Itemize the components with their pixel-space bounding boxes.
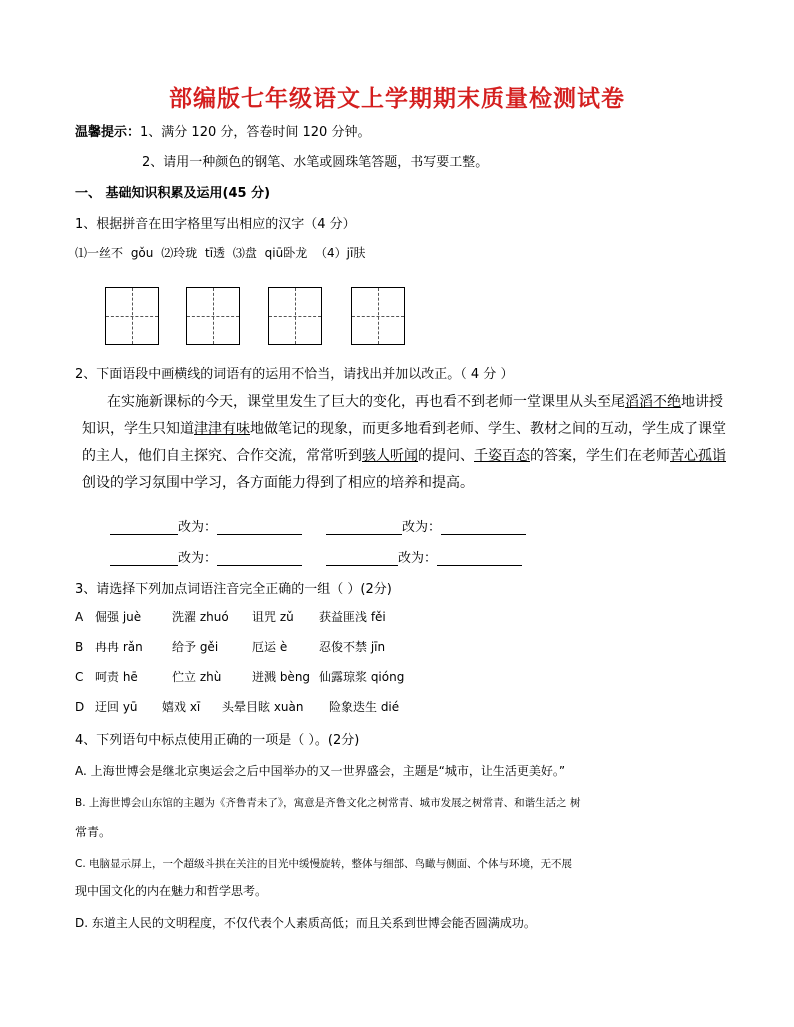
option-word: 伫立 zhù bbox=[172, 670, 222, 684]
change-label: 改为： bbox=[178, 551, 218, 566]
answer-blank[interactable] bbox=[110, 520, 178, 535]
q4-option-b-line-1: B. 上海世博会山东馆的主题为《齐鲁青未了》，寓意是齐鲁文化之树常青、城市发展之树常青、和谐生活之 树 bbox=[75, 797, 581, 809]
q4-option-b-line-2: 常青。 bbox=[75, 825, 112, 839]
option-word: 头晕目眩 xuàn bbox=[222, 700, 304, 714]
q4-option-c-line-2: 现中国文化的内在魅力和哲学思考。 bbox=[75, 884, 268, 898]
option-letter: D bbox=[75, 700, 85, 714]
q4-stem: 4、下列语句中标点使用正确的一项是（ ）。(2分) bbox=[75, 733, 360, 748]
change-label: 改为： bbox=[398, 551, 438, 566]
q4-option-c-line-1: C. 电脑显示屏上，一个超级斗拱在关注的目光中缓慢旋转，整体与细部、鸟瞰与侧面、个体与环境，无不展 bbox=[75, 858, 573, 870]
tips-text-1: 1、满分 120 分，答卷时间 120 分钟。 bbox=[140, 125, 371, 140]
q2-text: 地做笔记的现象，而更多地看到老师、学生、教材之间的互动，学生成了课堂 bbox=[250, 421, 726, 437]
option-word: 厄运 è bbox=[252, 640, 288, 654]
correction-row-1 bbox=[110, 516, 526, 535]
section-heading: 一、 基础知识积累及运用(45 分) bbox=[75, 186, 271, 201]
option-word: 迸溅 bèng bbox=[252, 670, 311, 684]
q2-text: 地讲授 bbox=[681, 394, 723, 410]
page-title: 部编版七年级语文上学期期末质量检测试卷 bbox=[169, 85, 625, 112]
writing-grid-3[interactable] bbox=[268, 287, 322, 345]
answer-blank[interactable] bbox=[110, 551, 178, 566]
underlined-phrase-5: 苦心孤诣 bbox=[670, 448, 726, 464]
q2-paragraph-line-1 bbox=[107, 389, 723, 416]
tips-label: 温馨提示： bbox=[75, 125, 141, 140]
option-word: 洗濯 zhuó bbox=[172, 610, 229, 624]
answer-blank[interactable] bbox=[326, 520, 402, 535]
option-letter: B bbox=[75, 640, 84, 654]
option-word: 险象迭生 dié bbox=[329, 700, 400, 714]
answer-blank[interactable] bbox=[217, 551, 302, 566]
q1-stem: 1、根据拼音在田字格里写出相应的汉字（4 分） bbox=[75, 217, 356, 232]
q3-option-a bbox=[75, 608, 386, 625]
underlined-phrase-2: 津津有味 bbox=[194, 421, 250, 437]
option-letter: A bbox=[75, 610, 84, 624]
writing-grid-1[interactable] bbox=[105, 287, 159, 345]
q4-option-a: A. 上海世博会是继北京奥运会之后中国举办的又一世界盛会，主题是“城市，让生活更美好。” bbox=[75, 764, 566, 778]
option-word: 嬉戏 xī bbox=[162, 700, 201, 714]
option-word: 冉冉 rǎn bbox=[95, 640, 143, 654]
writing-grid-2[interactable] bbox=[186, 287, 240, 345]
option-word: 呵责 hē bbox=[95, 670, 138, 684]
change-label: 改为： bbox=[178, 520, 218, 535]
option-word: 迂回 yū bbox=[95, 700, 138, 714]
tips-text-2: 2、请用一种颜色的钢笔、水笔或圆珠笔答题，书写要工整。 bbox=[142, 155, 489, 170]
q2-text: 的提问、 bbox=[418, 448, 474, 464]
q2-paragraph-line-4: 创设的学习氛围中学习，各方面能力得到了相应的培养和提高。 bbox=[82, 475, 474, 491]
q3-option-b bbox=[75, 638, 385, 655]
option-word: 忍俊不禁 jīn bbox=[319, 640, 386, 654]
underlined-phrase-4: 千姿百态 bbox=[474, 448, 530, 464]
q1-items: ⑴一丝不 gǒu ⑵玲珑 tī透 ⑶盘 qiū卧龙 （4）jī肤 bbox=[75, 246, 366, 260]
q2-text: 在实施新课标的今天，课堂里发生了巨大的变化，再也看不到老师一堂课里从头至尾 bbox=[107, 394, 625, 410]
tips-line-1 bbox=[75, 121, 370, 140]
underlined-phrase-3: 骇人听闻 bbox=[362, 448, 418, 464]
option-word: 诅咒 zǔ bbox=[252, 610, 294, 624]
underlined-phrase-1: 滔滔不绝 bbox=[625, 394, 681, 410]
q3-stem: 3、请选择下列加点词语注音完全正确的一组（ ）(2分) bbox=[75, 582, 392, 597]
q2-paragraph-line-2 bbox=[82, 416, 726, 443]
q2-stem: 2、下面语段中画横线的词语有的运用不恰当，请找出并加以改正。（ 4 分 ） bbox=[75, 367, 514, 382]
answer-blank[interactable] bbox=[437, 551, 522, 566]
q2-paragraph-line-3 bbox=[82, 443, 726, 470]
option-word: 倔强 juè bbox=[95, 610, 142, 624]
correction-row-2 bbox=[110, 547, 522, 566]
answer-blank[interactable] bbox=[217, 520, 302, 535]
option-word: 获益匪浅 fěi bbox=[319, 610, 386, 624]
option-letter: C bbox=[75, 670, 84, 684]
q4-option-d: D. 东道主人民的文明程度，不仅代表个人素质高低；而且关系到世博会能否圆满成功。 bbox=[75, 916, 536, 930]
answer-blank[interactable] bbox=[326, 551, 398, 566]
option-word: 仙露琼浆 qióng bbox=[319, 670, 405, 684]
answer-blank[interactable] bbox=[441, 520, 526, 535]
q3-option-d bbox=[75, 698, 399, 715]
q2-text: 的主人，他们自主探究、合作交流，常常听到 bbox=[82, 448, 362, 464]
q2-text: 知识，学生只知道 bbox=[82, 421, 194, 437]
option-word: 给予 gěi bbox=[172, 640, 219, 654]
q2-text: 的答案，学生们在老师 bbox=[530, 448, 670, 464]
change-label: 改为： bbox=[402, 520, 442, 535]
writing-grid-4[interactable] bbox=[351, 287, 405, 345]
q3-option-c bbox=[75, 668, 404, 685]
